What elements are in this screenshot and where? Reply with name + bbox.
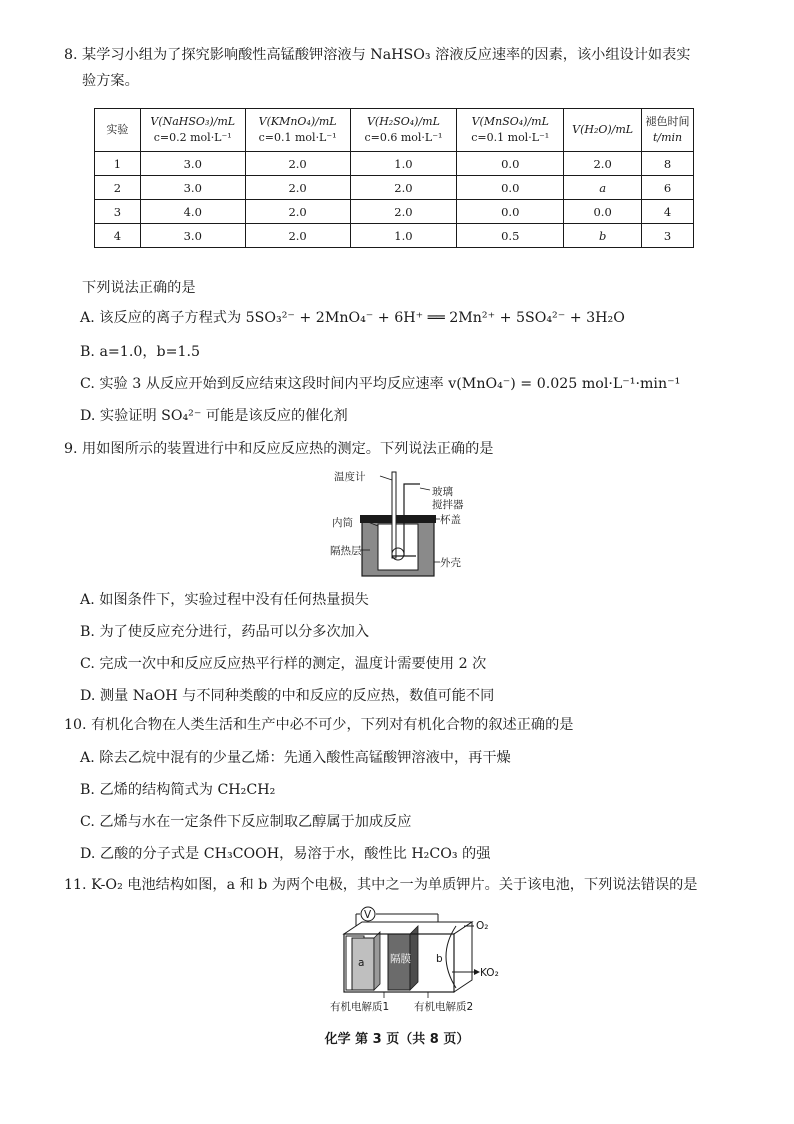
label-lid: 杯盖 xyxy=(440,514,461,526)
calorimeter-figure xyxy=(330,468,480,583)
inner-cup xyxy=(378,524,418,570)
table-cell: 0.5 xyxy=(457,224,564,248)
table-cell: b xyxy=(564,224,642,248)
lid xyxy=(360,515,436,523)
table-row xyxy=(95,224,694,248)
header-nahso3: V(NaHSO₃)/mL c=0.2 mol·L⁻¹ xyxy=(140,109,245,152)
table-cell: 1.0 xyxy=(350,224,457,248)
label-insulation: 隔热层 xyxy=(330,545,362,557)
q10-stem: 10. 有机化合物在人类生活和生产中必不可少，下列对有机化合物的叙述正确的是 xyxy=(64,717,574,733)
header-mnso4: V(MnSO₄)/mL c=0.1 mol·L⁻¹ xyxy=(457,109,564,152)
q8-option-a: A. 该反应的离子方程式为 5SO₃²⁻ + 2MnO₄⁻ + 6H⁺ ══ 2Mn²⁺ + 5SO₄²⁻ + 3H₂O xyxy=(80,310,625,326)
battery-figure xyxy=(324,904,504,1016)
q8-stem-line1: 8. 某学习小组为了探究影响酸性高锰酸钾溶液与 NaHSO₃ 溶液反应速率的因素，该小组设计如表实 xyxy=(64,47,691,63)
table-cell: 1.0 xyxy=(350,152,457,176)
q8-stem-line2: 验方案。 xyxy=(82,73,139,89)
q8-option-c: C. 实验 3 从反应开始到反应结束这段时间内平均反应速率 v(MnO₄⁻) = 0.025 mol·L⁻¹·min⁻¹ xyxy=(80,376,681,392)
q10-option-c: C. 乙烯与水在一定条件下反应制取乙醇属于加成反应 xyxy=(80,814,412,830)
q10-option-a: A. 除去乙烷中混有的少量乙烯：先通入酸性高锰酸钾溶液中，再干燥 xyxy=(80,750,511,766)
label-membrane: 隔膜 xyxy=(390,953,411,965)
table-cell: 4.0 xyxy=(140,200,245,224)
label-electrode-a: a xyxy=(358,957,365,969)
label-inner: 内筒 xyxy=(332,517,353,529)
q9-stem: 9. 用如图所示的装置进行中和反应反应热的测定。下列说法正确的是 xyxy=(64,441,494,457)
table-cell: 4 xyxy=(95,224,141,248)
table-cell: 2.0 xyxy=(245,200,350,224)
header-kmno4: V(KMnO₄)/mL c=0.1 mol·L⁻¹ xyxy=(245,109,350,152)
table-cell: 2.0 xyxy=(245,224,350,248)
table-cell: 3 xyxy=(95,200,141,224)
table-cell: 2.0 xyxy=(564,152,642,176)
table-row xyxy=(95,200,694,224)
table-cell: 3.0 xyxy=(140,176,245,200)
header-experiment: 实验 xyxy=(95,109,141,152)
thermometer xyxy=(392,472,396,558)
table-row xyxy=(95,152,694,176)
header-h2so4: V(H₂SO₄)/mL c=0.6 mol·L⁻¹ xyxy=(350,109,457,152)
label-ko2: KO₂ xyxy=(480,967,499,979)
table-cell: 0.0 xyxy=(457,176,564,200)
label-voltmeter: V xyxy=(364,909,372,921)
table-cell: 1 xyxy=(95,152,141,176)
table-cell: 2 xyxy=(95,176,141,200)
table-cell: 3.0 xyxy=(140,224,245,248)
q10-option-b: B. 乙烯的结构简式为 CH₂CH₂ xyxy=(80,782,276,798)
table-cell: 2.0 xyxy=(350,176,457,200)
label-electrolyte-1: 有机电解质1 xyxy=(330,1001,390,1013)
q9-option-a: A. 如图条件下，实验过程中没有任何热量损失 xyxy=(80,592,369,608)
label-o2: O₂ xyxy=(476,920,489,932)
table-cell: 2.0 xyxy=(245,176,350,200)
q9-option-c: C. 完成一次中和反应反应热平行样的测定，温度计需要使用 2 次 xyxy=(80,656,487,672)
header-h2o: V(H₂O)/mL xyxy=(564,109,642,152)
q8-prompt: 下列说法正确的是 xyxy=(82,280,196,296)
label-thermometer: 温度计 xyxy=(334,471,366,483)
page-footer: 化学 第 3 页（共 8 页） xyxy=(324,1032,470,1047)
table-cell: 6 xyxy=(642,176,694,200)
q8-option-d: D. 实验证明 SO₄²⁻ 可能是该反应的催化剂 xyxy=(80,408,348,424)
q11-stem: 11. K-O₂ 电池结构如图，a 和 b 为两个电极，其中之一为单质钾片。关于该电池，下列说法错误的是 xyxy=(64,877,698,893)
label-electrode-b: b xyxy=(436,953,443,965)
q8-experiment-table xyxy=(94,108,694,248)
table-cell: 0.0 xyxy=(457,152,564,176)
label-electrolyte-2: 有机电解质2 xyxy=(414,1001,474,1013)
table-cell: 0.0 xyxy=(457,200,564,224)
q9-option-d: D. 测量 NaOH 与不同种类酸的中和反应的反应热，数值可能不同 xyxy=(80,688,495,704)
table-cell: 2.0 xyxy=(245,152,350,176)
label-stirrer-2: 搅拌器 xyxy=(432,499,464,511)
header-time: 褪色时间 t/min xyxy=(642,109,694,152)
table-cell: 2.0 xyxy=(350,200,457,224)
table-header-row xyxy=(95,109,694,152)
q10-option-d: D. 乙酸的分子式是 CH₃COOH，易溶于水，酸性比 H₂CO₃ 的强 xyxy=(80,846,491,862)
table-cell: 3.0 xyxy=(140,152,245,176)
table-cell: 8 xyxy=(642,152,694,176)
table-cell: 4 xyxy=(642,200,694,224)
table-cell: 3 xyxy=(642,224,694,248)
table-row xyxy=(95,176,694,200)
q8-option-b: B. a=1.0，b=1.5 xyxy=(80,344,201,360)
label-shell: 外壳 xyxy=(440,557,461,569)
table-cell: a xyxy=(564,176,642,200)
table-cell: 0.0 xyxy=(564,200,642,224)
q9-option-b: B. 为了使反应充分进行，药品可以分多次加入 xyxy=(80,624,370,640)
label-stirrer-1: 玻璃 xyxy=(432,486,453,498)
